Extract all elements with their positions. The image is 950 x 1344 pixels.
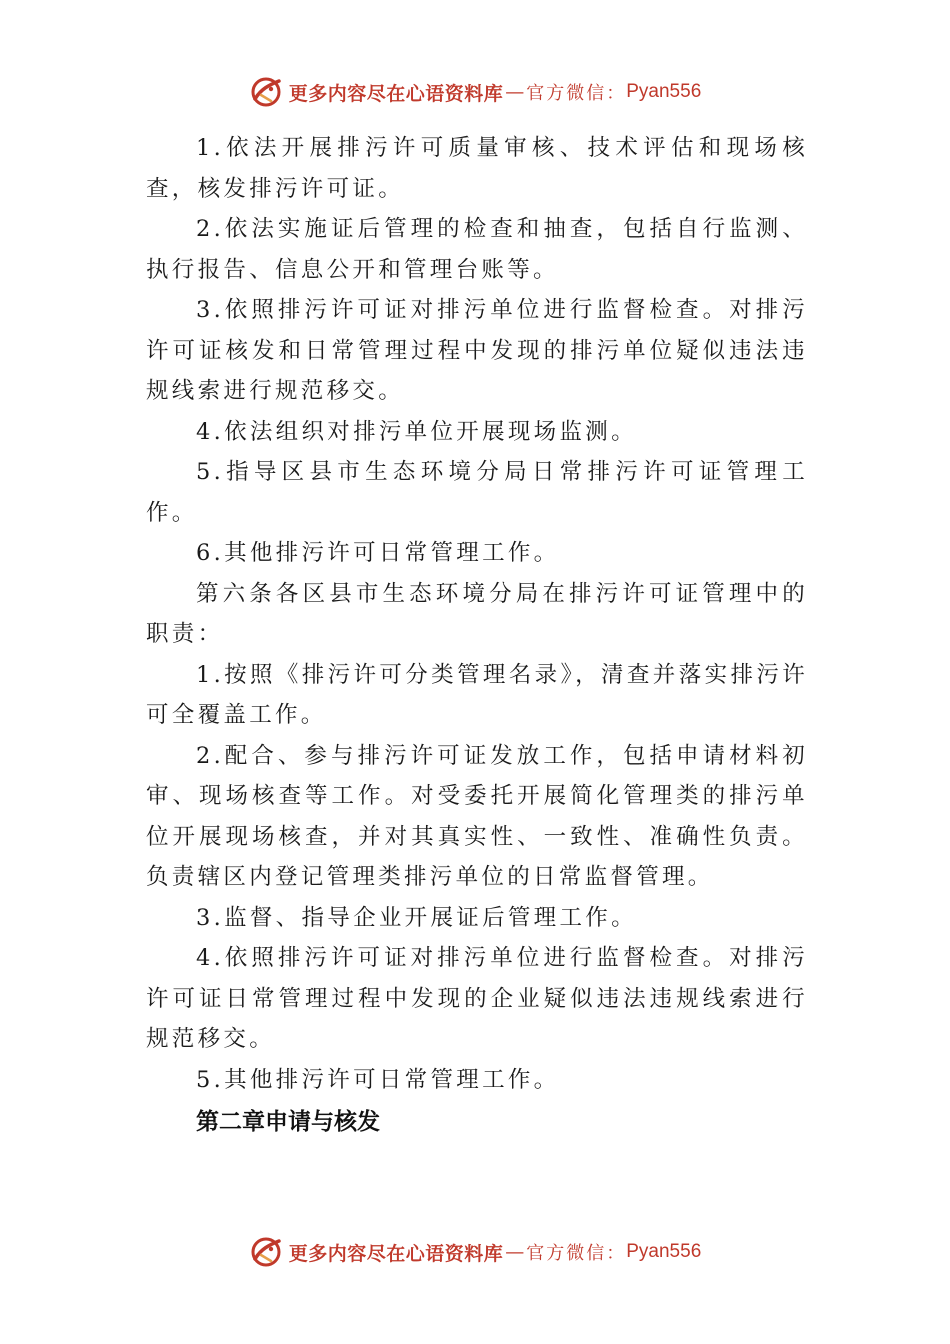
brush-seal-icon	[249, 1235, 283, 1269]
footer-separator: —	[505, 1241, 525, 1263]
article-6-intro: 第六条各区县市生态环境分局在排污许可证管理中的职责：	[146, 580, 808, 647]
brush-seal-icon	[249, 75, 283, 109]
header-wechat-label: 官方微信：	[526, 83, 627, 104]
footer-brand-text: 更多内容尽在心语资料库	[288, 1242, 504, 1265]
paragraph-9: 3.监督、指导企业开展证后管理工作。	[196, 904, 637, 931]
header-banner	[0, 72, 950, 112]
paragraph-2: 2.依法实施证后管理的检查和抽查，包括自行监测、执行报告、信息公开和管理台账等。	[146, 216, 808, 283]
footer-wechat-label: 官方微信：	[526, 1243, 627, 1264]
paragraph-8: 2.配合、参与排污许可证发放工作，包括申请材料初审、现场核查等工作。对受委托开展简化管理类的排污单位开展现场核查，并对其真实性、一致性、准确性负责。负责辖区内登记管理类排污单位的日常监督管理。	[146, 742, 808, 890]
paragraph-1: 1.依法开展排污许可质量审核、技术评估和现场核查，核发排污许可证。	[146, 135, 808, 202]
paragraph-3: 3.依照排污许可证对排污单位进行监督检查。对排污许可证核发和日常管理过程中发现的排污单位疑似违法违规线索进行规范移交。	[146, 297, 808, 404]
paragraph-11: 5.其他排污许可日常管理工作。	[196, 1066, 560, 1093]
paragraph-4: 4.依法组织对排污单位开展现场监测。	[196, 418, 637, 445]
header-brand-text: 更多内容尽在心语资料库	[288, 82, 504, 105]
footer-wechat-id: Pyan556	[626, 1241, 702, 1262]
header-separator: —	[505, 81, 525, 103]
header-wechat-id: Pyan556	[626, 81, 702, 102]
document-body	[146, 128, 808, 1144]
footer-banner	[0, 1232, 950, 1272]
chapter-heading: 第二章申请与核发	[196, 1109, 380, 1135]
paragraph-7: 1.按照《排污许可分类管理名录》，清查并落实排污许可全覆盖工作。	[146, 661, 808, 728]
paragraph-10: 4.依照排污许可证对排污单位进行监督检查。对排污许可证日常管理过程中发现的企业疑似违法违规线索进行规范移交。	[146, 945, 808, 1052]
paragraph-6: 6.其他排污许可日常管理工作。	[196, 540, 560, 566]
paragraph-5: 5.指导区县市生态环境分局日常排污许可证管理工作。	[146, 459, 808, 526]
